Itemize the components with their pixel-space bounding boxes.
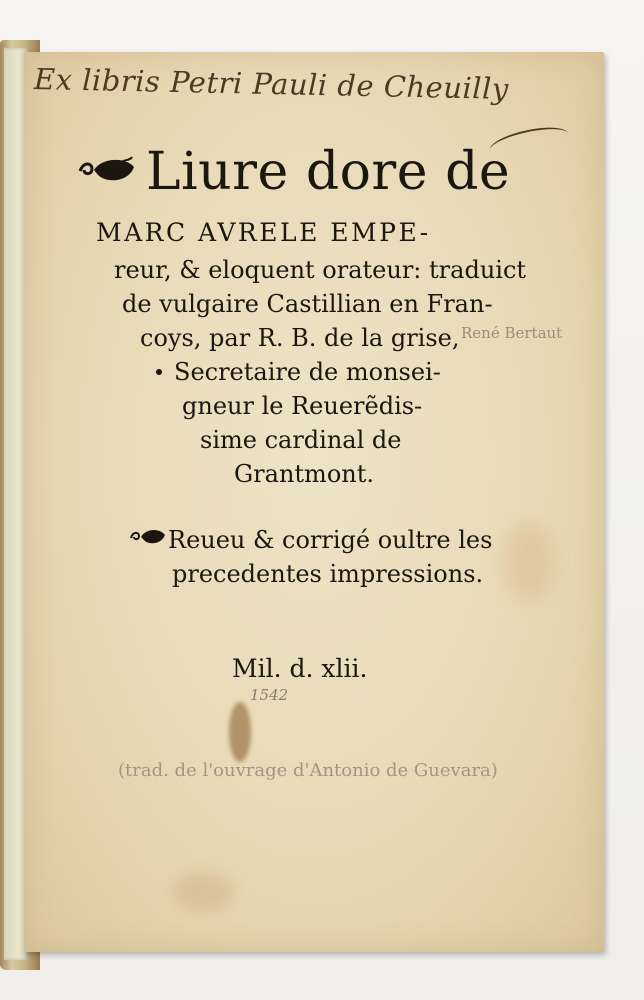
title-line: Grantmont. [234,460,374,488]
revision-line [128,526,492,554]
title-page [24,52,604,952]
stain [229,702,251,762]
title-line [156,358,441,386]
date-annotation: 1542 [250,686,289,704]
bibliographic-note: (trad. de l'ouvrage d'Antonio de Guevara) [118,760,498,781]
revision-text: Reueu & corrigé oultre les [168,526,493,554]
title-line: sime cardinal de [200,426,402,454]
book-title: Liure dore de [146,142,511,202]
title-line-text: Secretaire de monsei- [174,358,441,386]
title-row [76,142,510,202]
bullet-icon [156,369,162,375]
imprint-date: Mil. d. xlii. [232,654,368,683]
stain [504,522,554,602]
fleuron-icon [76,153,140,191]
revision-line: precedentes impressions. [172,560,484,588]
stain [174,872,234,912]
translator-annotation: René Bertaut [461,324,563,342]
ex-libris-inscription: Ex libris Petri Pauli de Cheuilly [33,62,510,106]
title-line: coys, par R. B. de la grise, [140,324,460,352]
title-line: reur, & eloquent orateur: traduict [114,256,527,284]
title-line: gneur le Reuerẽdis- [182,392,423,420]
title-line: de vulgaire Castillian en Fran- [122,290,493,318]
fleuron-icon [128,526,168,554]
title-line: MARC AVRELE EMPE- [96,218,431,247]
